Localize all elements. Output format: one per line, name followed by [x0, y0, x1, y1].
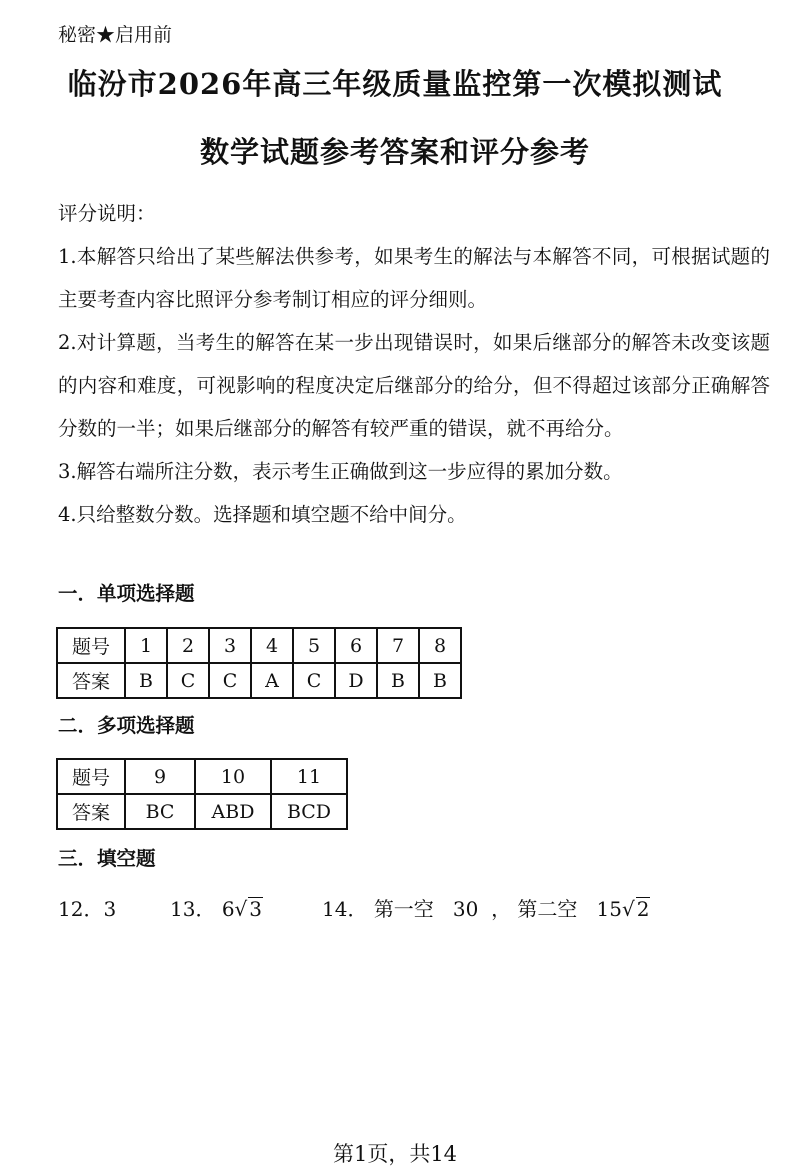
answer-cell: B: [125, 663, 167, 698]
note-item-2: 2.对计算题，当考生的解答在某一步出现错误时，如果后继部分的解答未改变该题的内容和难度，可视影响的程度决定后继部分的给分，但不得超过该部分正确解答分数的一半；如果后继部分的解答有较严重的错误，就不再给分。: [58, 331, 770, 440]
page-number: 第1页，共14: [332, 1142, 458, 1166]
table-row: [57, 663, 461, 698]
row-label: 题号: [57, 628, 125, 663]
answer-q14: [322, 893, 650, 922]
question-number: 5: [293, 628, 335, 663]
question-number: 10: [195, 759, 271, 794]
answer-cell: BC: [125, 794, 195, 829]
section-single-choice-heading: 一．单项选择题: [58, 582, 195, 605]
answer-coefficient: 6: [221, 897, 235, 921]
notes-heading: 评分说明：: [58, 202, 156, 225]
section-fill-blank-heading: 三．填空题: [58, 847, 156, 870]
confidential-mark: 秘密★启用前: [58, 24, 173, 46]
note-item-3: 3.解答右端所注分数，表示考生正确做到这一步应得的累加分数。: [58, 460, 623, 483]
exam-title: 临汾市2026年高三年级质量监控第一次模拟测试: [67, 67, 723, 101]
question-label: 14．: [322, 897, 368, 921]
answer-cell: BCD: [271, 794, 347, 829]
question-number: 1: [125, 628, 167, 663]
answer-coefficient: 15: [596, 897, 622, 921]
answer-cell: C: [293, 663, 335, 698]
table-row: [57, 628, 461, 663]
question-number: 8: [419, 628, 461, 663]
single-choice-answer-table: [56, 627, 462, 699]
row-label: 答案: [57, 794, 125, 829]
row-label: 题号: [57, 759, 125, 794]
first-blank-answer: 30: [452, 897, 479, 921]
question-label: 13．: [170, 897, 216, 921]
answer-cell: C: [209, 663, 251, 698]
answer-q12: [58, 893, 116, 922]
sqrt-symbol-icon: √: [234, 897, 248, 921]
scoring-notes: [58, 192, 770, 536]
answer-value: 3: [103, 897, 117, 921]
answer-cell: A: [251, 663, 293, 698]
question-number: 9: [125, 759, 195, 794]
question-number: 4: [251, 628, 293, 663]
question-number: 2: [167, 628, 209, 663]
note-item-4: 4.只给整数分数。选择题和填空题不给中间分。: [58, 503, 467, 526]
answer-cell: D: [335, 663, 377, 698]
document-subtitle: 数学试题参考答案和评分参考: [199, 135, 590, 169]
question-number: 6: [335, 628, 377, 663]
multiple-choice-answer-table: [56, 758, 348, 830]
question-number: 7: [377, 628, 419, 663]
answer-cell: B: [377, 663, 419, 698]
answer-cell: B: [419, 663, 461, 698]
answer-cell: ABD: [195, 794, 271, 829]
answer-q13: [170, 893, 263, 922]
question-label: 12．: [58, 897, 104, 921]
question-number: 11: [271, 759, 347, 794]
answer-radicand: 3: [249, 897, 263, 921]
sqrt-symbol-icon: √: [621, 897, 635, 921]
table-row: [57, 794, 347, 829]
separator: ，: [491, 897, 512, 921]
table-row: [57, 759, 347, 794]
question-number: 3: [209, 628, 251, 663]
second-blank-label: 第二空: [517, 897, 578, 921]
answer-cell: C: [167, 663, 209, 698]
answer-radicand: 2: [636, 897, 650, 921]
first-blank-label: 第一空: [373, 897, 434, 921]
note-item-1: 1.本解答只给出了某些解法供参考，如果考生的解法与本解答不同，可根据试题的主要考查内容比照评分参考制订相应的评分细则。: [58, 245, 770, 311]
section-multiple-choice-heading: 二．多项选择题: [58, 714, 195, 737]
row-label: 答案: [57, 663, 125, 698]
